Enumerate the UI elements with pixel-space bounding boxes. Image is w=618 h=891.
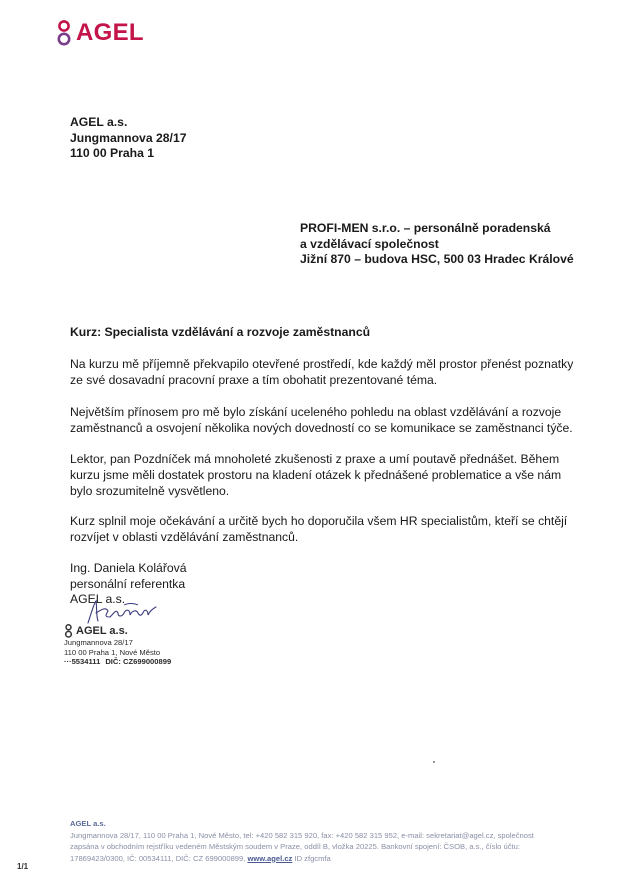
company-stamp bbox=[64, 624, 171, 667]
signatory-title: personální referentka bbox=[70, 576, 186, 591]
signatory-name: Ing. Daniela Kolářová bbox=[70, 561, 187, 575]
website-link[interactable]: www.agel.cz bbox=[247, 853, 293, 863]
paragraph-line: ze své dosavadní pracovní praxe a tím obohatit prezentované téma. bbox=[70, 373, 438, 387]
paragraph-line: bylo srozumitelně vysvětleno. bbox=[70, 484, 230, 498]
stamp-address: Jungmannova 28/17 bbox=[64, 638, 133, 647]
sender-line: Jungmannova 28/17 bbox=[70, 130, 187, 145]
stamp-ico: ···5534111 bbox=[64, 657, 101, 667]
body-paragraph bbox=[70, 513, 566, 545]
recipient-address bbox=[300, 221, 574, 268]
sender-address bbox=[70, 115, 187, 162]
company-logo bbox=[56, 18, 144, 48]
agel-logo-icon bbox=[56, 20, 72, 46]
speck bbox=[433, 761, 435, 763]
agel-stamp-icon bbox=[64, 624, 73, 638]
stamp-header bbox=[64, 624, 171, 638]
letter-subject: Kurz: Specialista vzdělávání a rozvoje zaměstnanců bbox=[70, 325, 371, 339]
logo-text: AGEL bbox=[76, 19, 144, 46]
footer-text: 17869423/0300, IČ: 00534111, DIČ: CZ 699000899, bbox=[70, 853, 248, 863]
footer-text: ID zfgcmfa bbox=[292, 853, 331, 863]
recipient-line: PROFI-MEN s.r.o. – personálně poradenská bbox=[300, 221, 551, 235]
paragraph-line: Na kurzu mě příjemně překvapilo otevřené prostředí, kde každý měl prostor přenést poznatky bbox=[70, 357, 574, 371]
paragraph-line: Kurz splnil moje očekávání a určitě bych ho doporučila všem HR specialistům, kteří se chtějí bbox=[70, 514, 568, 528]
page-number: 1/1 bbox=[17, 862, 29, 871]
stamp-ids bbox=[64, 657, 171, 667]
recipient-line: Jižní 870 – budova HSC, 500 03 Hradec Králové bbox=[300, 252, 574, 266]
signatory-company: AGEL a.s. bbox=[70, 592, 126, 606]
body-paragraph bbox=[70, 451, 566, 499]
paragraph-line: rozvíjet v oblasti vzdělávání zaměstnanců. bbox=[70, 530, 299, 544]
paragraph-line: Největším přínosem pro mě bylo získání uceleného pohledu na oblast vzdělávání a rozvoje bbox=[70, 405, 562, 419]
handwritten-signature bbox=[84, 597, 164, 627]
paragraph-line: Lektor, pan Pozdníček má mnoholeté zkušenosti z praxe a umí poutavě přednášet. Během bbox=[70, 452, 560, 466]
footer-line bbox=[70, 853, 560, 865]
sender-line: 110 00 Praha 1 bbox=[70, 146, 155, 160]
paragraph-line: zaměstnanců a osvojení několika nových dovedností co se komunikace se zaměstnanci týče. bbox=[70, 421, 573, 435]
footer-company-name: AGEL a.s. bbox=[70, 819, 106, 828]
stamp-dic: DIČ: CZ699000899 bbox=[105, 657, 172, 667]
stamp-city: 110 00 Praha 1, Nové Město bbox=[64, 647, 161, 657]
paragraph-line: kurzu jsme měli dostatek prostoru na kladení otázek k přednášené problematice a vše nám bbox=[70, 468, 562, 482]
page-footer bbox=[70, 818, 560, 864]
stamp-company-name: AGEL a.s. bbox=[76, 625, 128, 637]
body-paragraph bbox=[70, 356, 574, 388]
footer-line: zapsána v obchodním rejstříku vedeném Městským soudem v Praze, oddíl B, vložka 20225. Bankovní spojení: ČSOB, a.s., číslo účtu: bbox=[70, 842, 520, 851]
recipient-line: a vzdělávací společnost bbox=[300, 236, 439, 251]
body-paragraph bbox=[70, 404, 573, 436]
footer-line: Jungmannova 28/17, 110 00 Praha 1, Nové Město, tel: +420 582 315 920, fax: +420 582 315 952, e-mail: sekretariat@agel.cz, společnost bbox=[70, 830, 534, 840]
sender-line: AGEL a.s. bbox=[70, 115, 128, 129]
